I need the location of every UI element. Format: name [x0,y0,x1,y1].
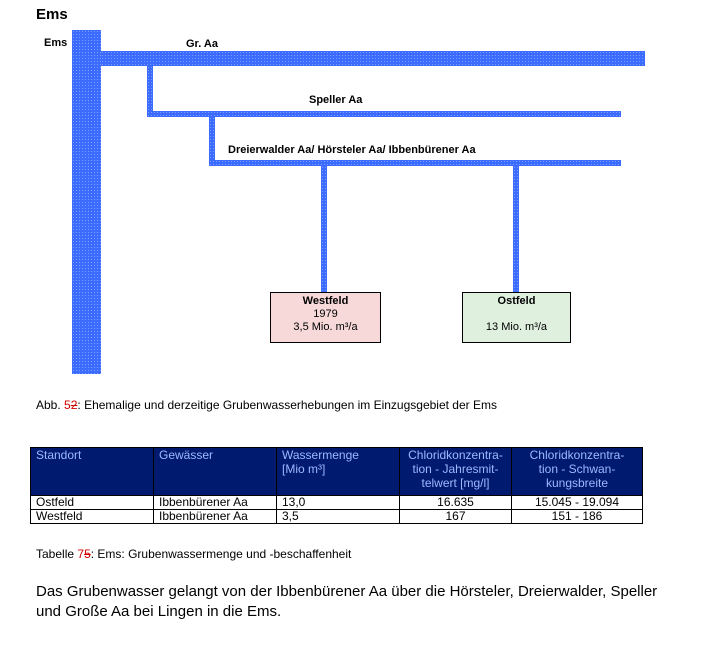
table-caption-num-new: 7 [77,547,85,561]
header-wassermenge-line1: Wassermenge [282,448,359,462]
header-chlorid-schwankung [512,448,643,496]
dreierwalder-connector-pipe [209,117,215,166]
header-chlorid-schwankung-line2: tion - Schwan- [538,462,616,476]
cell-standort: Ostfeld [31,496,154,510]
westfeld-connector-pipe [321,166,327,292]
westfeld-value: 3,5 Mio. m³/a [293,321,358,333]
table-caption-prefix: Tabelle [36,547,78,561]
speller-connector-pipe [147,66,153,116]
header-standort: Standort [31,448,154,496]
table-caption-num-old: 5 [84,547,91,561]
figure-caption [36,398,497,412]
section-title: Ems [36,6,68,23]
ostfeld-value: 13 Mio. m³/a [485,321,548,333]
table-caption [36,547,351,561]
dreierwalder-label: Dreierwalder Aa/ Hörsteler Aa/ Ibbenbürener Aa [228,144,476,156]
header-chlorid-mittel-line2: tion - Jahresmit- [412,462,499,476]
gr-aa-label: Gr. Aa [186,38,218,50]
header-chlorid-schwankung-line3: kungsbreite [545,476,609,490]
cell-gewaesser: Ibbenbürener Aa [154,510,277,524]
table-header-row [31,448,643,496]
table-caption-text: : Ems: Grubenwassermenge und -beschaffenheit [90,547,352,561]
header-wassermenge [277,448,400,496]
table-row [31,496,643,510]
ems-main-pipe [72,30,101,374]
header-chlorid-mittel-line1: Chloridkonzentra- [408,448,503,462]
westfeld-box [270,292,381,343]
ostfeld-connector-pipe [513,166,519,292]
figure-caption-num-old: 2 [70,398,78,412]
body-paragraph: Das Grubenwasser gelangt von der Ibbenbürener Aa über die Hörsteler, Dreierwalder, Speller und Große Aa bei Lingen in die Ems. [36,583,658,620]
figure-caption-num-new: 5 [64,398,71,412]
dreierwalder-aa-pipe [209,160,621,166]
header-gewaesser: Gewässer [154,448,277,496]
header-chlorid-schwankung-line1: Chloridkonzentra- [529,448,625,462]
ostfeld-name: Ostfeld [497,295,536,307]
table-row [31,510,643,524]
header-chlorid-mittel [400,448,512,496]
cell-wassermenge: 13,0 [277,496,400,510]
cell-chlorid-mittel: 167 [400,510,512,524]
cell-chlorid-schwankung: 15.045 - 19.094 [512,496,643,510]
cell-wassermenge: 3,5 [277,510,400,524]
cell-standort: Westfeld [31,510,154,524]
westfeld-name: Westfeld [302,295,349,307]
ostfeld-box [462,292,571,343]
data-table [30,447,643,524]
cell-gewaesser: Ibbenbürener Aa [154,496,277,510]
speller-aa-pipe [147,111,621,117]
cell-chlorid-mittel: 16.635 [400,496,512,510]
figure-caption-text: : Ehemalige und derzeitige Grubenwasserhebungen im Einzugsgebiet der Ems [77,398,497,412]
speller-aa-label: Speller Aa [309,94,363,106]
ems-label: Ems [44,37,68,49]
westfeld-year: 1979 [313,308,338,320]
cell-chlorid-schwankung: 151 - 186 [512,510,643,524]
figure-caption-prefix: Abb. [36,398,65,412]
gr-aa-pipe [101,51,645,66]
header-chlorid-mittel-line3: telwert [mg/l] [421,476,490,490]
header-wassermenge-line2: [Mio m³] [282,462,326,476]
